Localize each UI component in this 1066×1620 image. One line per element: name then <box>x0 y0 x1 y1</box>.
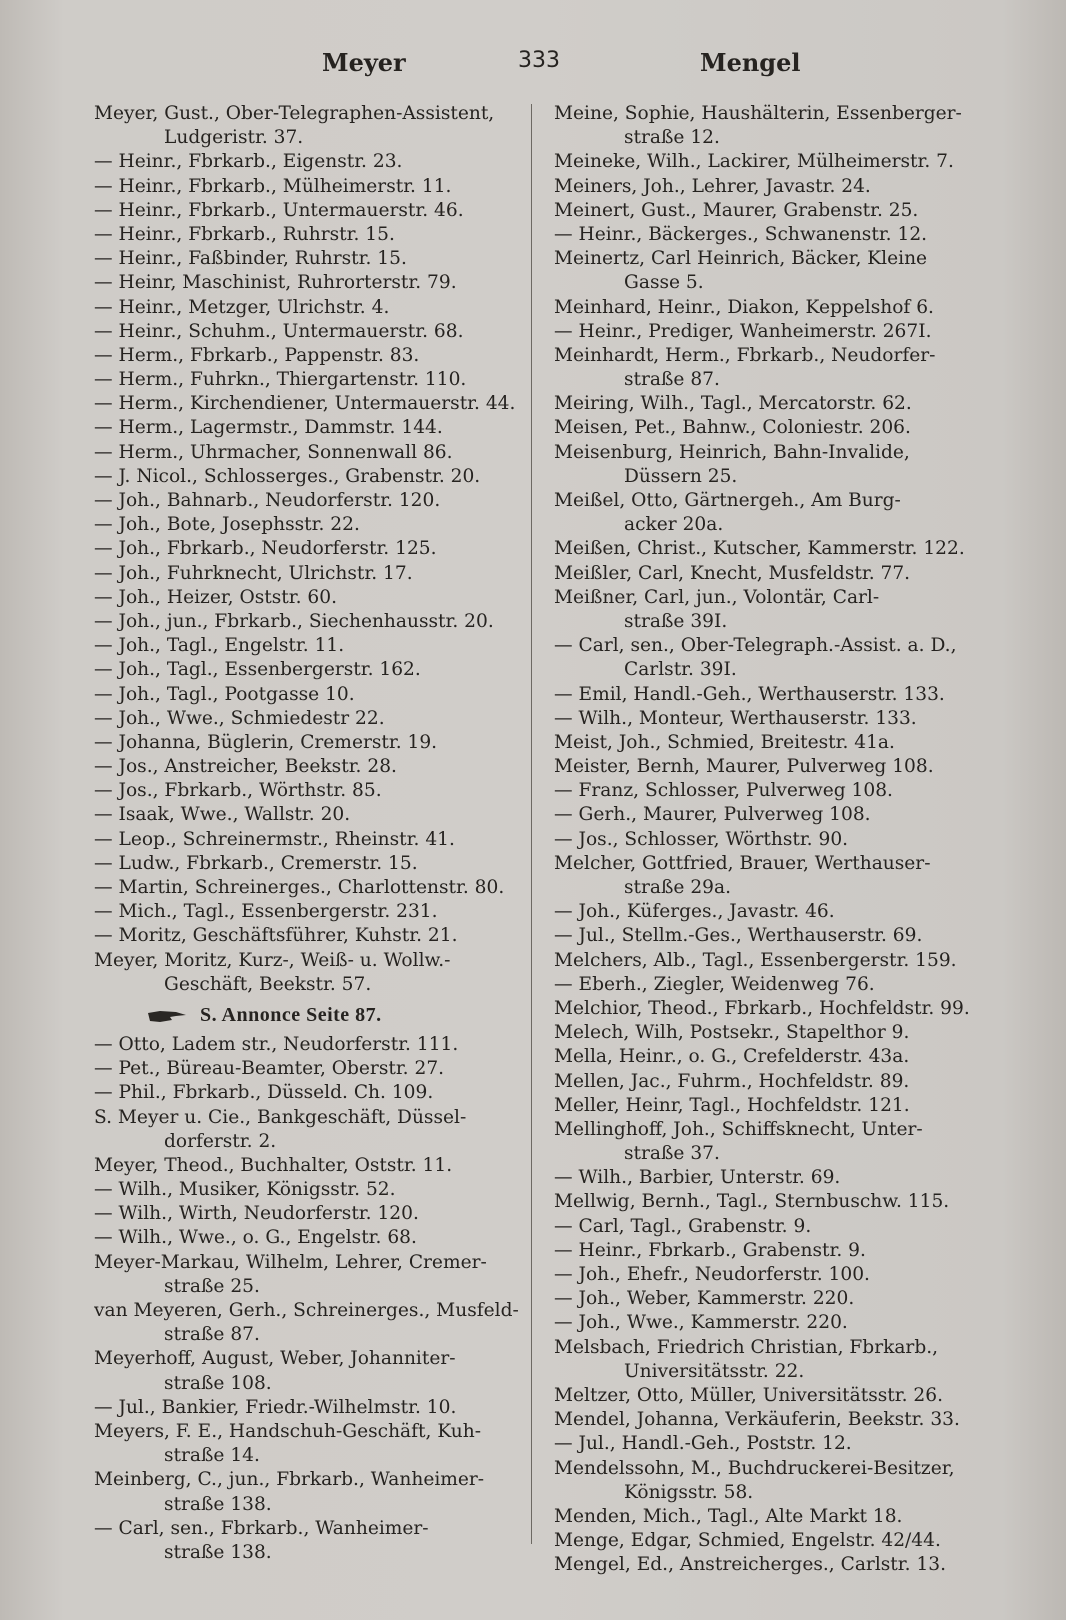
directory-entry: — Jos., Fbrkarb., Wörthstr. 85. <box>94 780 382 802</box>
directory-entry: — Herm., Fbrkarb., Pappenstr. 83. <box>94 344 420 366</box>
directory-entry: — Heinr., Schuhm., Untermauerstr. 68. <box>94 320 464 342</box>
entry-continuation: Ludgeristr. 37. <box>164 127 304 149</box>
entry-continuation: straße 29a. <box>624 877 731 898</box>
directory-entry: Mella, Heinr., o. G., Crefelderstr. 43a. <box>554 1046 910 1068</box>
directory-entry: Melcher, Gottfried, Brauer, Werthauser- <box>554 852 931 874</box>
pointing-hand-icon <box>146 1007 188 1025</box>
directory-entry: Meisenburg, Heinrich, Bahn-Invalide, <box>554 441 910 463</box>
directory-entry: S. Meyer u. Cie., Bankgeschäft, Düssel- <box>94 1106 467 1128</box>
entry-continuation: straße 39I. <box>624 610 728 632</box>
directory-entry: Meinertz, Carl Heinrich, Bäcker, Kleine <box>554 248 928 270</box>
directory-entry: — Joh., Tagl., Pootgasse 10. <box>94 683 355 705</box>
directory-entry: — Heinr., Bäckerges., Schwanenstr. 12. <box>554 223 928 245</box>
annonce-reference: S. Annonce Seite 87. <box>94 997 539 1033</box>
directory-entry: Menge, Edgar, Schmied, Engelstr. 42/44. <box>554 1530 941 1552</box>
directory-entry: — Heinr., Metzger, Ulrichstr. 4. <box>94 296 390 318</box>
entry-continuation: straße 37. <box>624 1143 720 1165</box>
directory-entry: Meyer, Gust., Ober-Telegraphen-Assistent, <box>94 103 495 124</box>
directory-entry: — Joh., Weber, Kammerstr. 220. <box>554 1288 855 1310</box>
entry-continuation: straße 138. <box>164 1541 272 1563</box>
directory-entry: — Jul., Handl.-Geh., Poststr. 12. <box>554 1433 852 1455</box>
column-divider <box>531 104 532 1544</box>
directory-entry: — Joh., jun., Fbrkarb., Siechenhausstr. 20. <box>94 610 494 632</box>
directory-entry: — Herm., Lagermstr., Dammstr. 144. <box>94 417 443 439</box>
directory-entry: Meiring, Wilh., Tagl., Mercatorstr. 62. <box>554 393 912 415</box>
directory-entry: Meine, Sophie, Haushälterin, Essenberger- <box>554 103 962 124</box>
page-header <box>0 44 1066 84</box>
directory-entry: Mengel, Ed., Anstreicherges., Carlstr. 13. <box>554 1554 947 1576</box>
directory-entry: — Joh., Tagl., Engelstr. 11. <box>94 635 345 657</box>
directory-entry: — Leop., Schreinermstr., Rheinstr. 41. <box>94 828 455 850</box>
directory-entry: — Heinr., Faßbinder, Ruhrstr. 15. <box>94 248 407 270</box>
entry-continuation: straße 25. <box>164 1275 260 1297</box>
directory-entry: — Heinr., Prediger, Wanheimerstr. 267I. <box>554 320 932 342</box>
directory-entry: Meister, Bernh, Maurer, Pulverweg 108. <box>554 756 934 778</box>
entry-continuation: straße 14. <box>164 1445 260 1467</box>
directory-entry: — Joh., Bote, Josephsstr. 22. <box>94 514 360 536</box>
entry-continuation: Königsstr. 58. <box>624 1481 754 1503</box>
directory-entry: Mellwig, Bernh., Tagl., Sternbuschw. 115. <box>554 1191 950 1213</box>
directory-entry: Meißen, Christ., Kutscher, Kammerstr. 122. <box>554 538 965 560</box>
directory-entry: — Carl, sen., Fbrkarb., Wanheimer- <box>94 1517 429 1539</box>
directory-entry: — Wilh., Wirth, Neudorferstr. 120. <box>94 1203 419 1225</box>
directory-entry: — Moritz, Geschäftsführer, Kuhstr. 21. <box>94 925 458 947</box>
entry-continuation: Carlstr. 39I. <box>624 659 737 681</box>
directory-entry: — Jos., Schlosser, Wörthstr. 90. <box>554 828 849 850</box>
directory-entry: — Franz, Schlosser, Pulverweg 108. <box>554 780 893 802</box>
directory-entry: Melech, Wilh, Postsekr., Stapelthor 9. <box>554 1022 910 1044</box>
directory-entry: — Heinr., Fbrkarb., Untermauerstr. 46. <box>94 199 464 221</box>
directory-entry: Meisen, Pet., Bahnw., Coloniestr. 206. <box>554 417 911 439</box>
directory-entry: — Herm., Fuhrkn., Thiergartenstr. 110. <box>94 369 467 391</box>
directory-entry: Meyer, Theod., Buchhalter, Oststr. 11. <box>94 1154 453 1176</box>
directory-entry: Meinert, Gust., Maurer, Grabenstr. 25. <box>554 199 919 221</box>
directory-entry: Meller, Heinr, Tagl., Hochfeldstr. 121. <box>554 1094 910 1116</box>
directory-entry: — Wilh., Barbier, Unterstr. 69. <box>554 1167 841 1189</box>
header-first-name: Meyer <box>322 48 406 77</box>
directory-entry: — Martin, Schreinerges., Charlottenstr. 80. <box>94 877 505 898</box>
entry-continuation: straße 87. <box>624 369 720 391</box>
directory-entry: — Joh., Wwe., Kammerstr. 220. <box>554 1312 848 1334</box>
entry-continuation: straße 12. <box>624 127 720 149</box>
directory-entry: Melchers, Alb., Tagl., Essenbergerstr. 159. <box>554 949 957 971</box>
header-last-name: Mengel <box>700 48 801 77</box>
directory-entry: Meyers, F. E., Handschuh-Geschäft, Kuh- <box>94 1420 482 1442</box>
directory-entry: — Johanna, Büglerin, Cremerstr. 19. <box>94 731 438 753</box>
right-column <box>554 102 999 1577</box>
directory-entry: Meiners, Joh., Lehrer, Javastr. 24. <box>554 175 871 197</box>
directory-entry: — Heinr., Fbrkarb., Eigenstr. 23. <box>94 151 403 173</box>
entry-continuation: straße 87. <box>164 1324 260 1346</box>
directory-entry: Meist, Joh., Schmied, Breitestr. 41a. <box>554 731 895 753</box>
directory-entry: — Jul., Bankier, Friedr.-Wilhelmstr. 10. <box>94 1396 457 1418</box>
entry-continuation: dorferstr. 2. <box>164 1130 277 1152</box>
directory-entry: — Pet., Büreau-Beamter, Oberstr. 27. <box>94 1058 445 1080</box>
directory-entry: van Meyeren, Gerh., Schreinerges., Musfeld- <box>94 1300 519 1321</box>
directory-entry: Meinhard, Heinr., Diakon, Keppelshof 6. <box>554 296 934 318</box>
directory-entry: Melchior, Theod., Fbrkarb., Hochfeldstr. 99. <box>554 997 970 1019</box>
directory-entry: Mellen, Jac., Fuhrm., Hochfeldstr. 89. <box>554 1070 910 1092</box>
directory-entry: Meyer, Moritz, Kurz-, Weiß- u. Wollw.- <box>94 949 451 971</box>
entry-continuation: Geschäft, Beekstr. 57. <box>164 973 372 995</box>
left-column <box>94 102 539 1565</box>
directory-entry: — Joh., Wwe., Schmiedestr 22. <box>94 707 385 729</box>
directory-entry: — Carl, Tagl., Grabenstr. 9. <box>554 1215 812 1237</box>
page-number: 333 <box>518 48 560 73</box>
directory-entry: Meltzer, Otto, Müller, Universitätsstr. 26. <box>554 1384 944 1406</box>
directory-entry: — Herm., Kirchendiener, Untermauerstr. 44. <box>94 393 516 415</box>
entry-continuation: acker 20a. <box>624 514 724 536</box>
directory-entry: Meinhardt, Herm., Fbrkarb., Neudorfer- <box>554 344 936 366</box>
directory-entry: Meineke, Wilh., Lackirer, Mülheimerstr. 7. <box>554 151 954 173</box>
directory-entry: — Carl, sen., Ober-Telegraph.-Assist. a. D., <box>554 635 957 657</box>
directory-entry: — Heinr., Fbrkarb., Mülheimerstr. 11. <box>94 175 452 197</box>
directory-entry: Melsbach, Friedrich Christian, Fbrkarb., <box>554 1336 939 1358</box>
directory-entry: Menden, Mich., Tagl., Alte Markt 18. <box>554 1505 903 1527</box>
directory-entry: — Wilh., Wwe., o. G., Engelstr. 68. <box>94 1227 417 1249</box>
directory-entry: — Wilh., Monteur, Werthauserstr. 133. <box>554 707 917 729</box>
directory-entry: — Joh., Fuhrknecht, Ulrichstr. 17. <box>94 562 413 584</box>
directory-entry: — Joh., Ehefr., Neudorferstr. 100. <box>554 1264 870 1285</box>
directory-entry: — Heinr., Fbrkarb., Grabenstr. 9. <box>554 1239 866 1261</box>
directory-entry: — Heinr., Fbrkarb., Ruhrstr. 15. <box>94 223 395 245</box>
directory-entry: Meyer-Markau, Wilhelm, Lehrer, Cremer- <box>94 1251 487 1273</box>
directory-entry: — Herm., Uhrmacher, Sonnenwall 86. <box>94 441 453 463</box>
entry-continuation: straße 138. <box>164 1493 272 1515</box>
directory-entry: Meißel, Otto, Gärtnergeh., Am Burg- <box>554 490 901 511</box>
entry-continuation: Gasse 5. <box>624 272 704 294</box>
entry-continuation: Universitätsstr. 22. <box>624 1360 805 1382</box>
entry-continuation: straße 108. <box>164 1372 272 1394</box>
directory-entry: — Phil., Fbrkarb., Düsseld. Ch. 109. <box>94 1082 434 1104</box>
directory-entry: — Joh., Heizer, Oststr. 60. <box>94 586 337 608</box>
directory-entry: — Joh., Tagl., Essenbergerstr. 162. <box>94 659 421 681</box>
directory-entry: Meißner, Carl, jun., Volontär, Carl- <box>554 586 880 608</box>
directory-entry: — Gerh., Maurer, Pulverweg 108. <box>554 804 871 826</box>
directory-entry: Mendelssohn, M., Buchdruckerei-Besitzer, <box>554 1457 955 1479</box>
directory-entry: Mendel, Johanna, Verkäuferin, Beekstr. 33. <box>554 1409 960 1431</box>
directory-entry: — Jul., Stellm.-Ges., Werthauserstr. 69. <box>554 925 923 947</box>
entry-continuation: Düssern 25. <box>624 465 738 487</box>
directory-entry: — J. Nicol., Schlosserges., Grabenstr. 20. <box>94 465 481 487</box>
directory-entry: — Jos., Anstreicher, Beekstr. 28. <box>94 756 397 778</box>
directory-entry: — Mich., Tagl., Essenbergerstr. 231. <box>94 901 438 923</box>
directory-entry: — Joh., Küferges., Javastr. 46. <box>554 901 835 923</box>
directory-entry: Meißler, Carl, Knecht, Musfeldstr. 77. <box>554 562 911 584</box>
directory-entry: — Wilh., Musiker, Königsstr. 52. <box>94 1179 396 1201</box>
directory-entry: — Heinr, Maschinist, Ruhrorterstr. 79. <box>94 272 457 294</box>
directory-entry: — Joh., Bahnarb., Neudorferstr. 120. <box>94 490 441 511</box>
directory-entry: — Otto, Ladem str., Neudorferstr. 111. <box>94 1033 459 1055</box>
directory-entry: — Ludw., Fbrkarb., Cremerstr. 15. <box>94 852 418 874</box>
directory-entry: Mellinghoff, Joh., Schiffsknecht, Unter- <box>554 1118 923 1140</box>
directory-entry: — Emil, Handl.-Geh., Werthauserstr. 133. <box>554 683 945 705</box>
directory-entry: — Joh., Fbrkarb., Neudorferstr. 125. <box>94 538 437 560</box>
directory-entry: Meinberg, C., jun., Fbrkarb., Wanheimer- <box>94 1469 485 1491</box>
directory-entry: — Isaak, Wwe., Wallstr. 20. <box>94 804 351 826</box>
directory-entry: Meyerhoff, August, Weber, Johanniter- <box>94 1348 456 1370</box>
directory-entry: — Eberh., Ziegler, Weidenweg 76. <box>554 973 875 995</box>
